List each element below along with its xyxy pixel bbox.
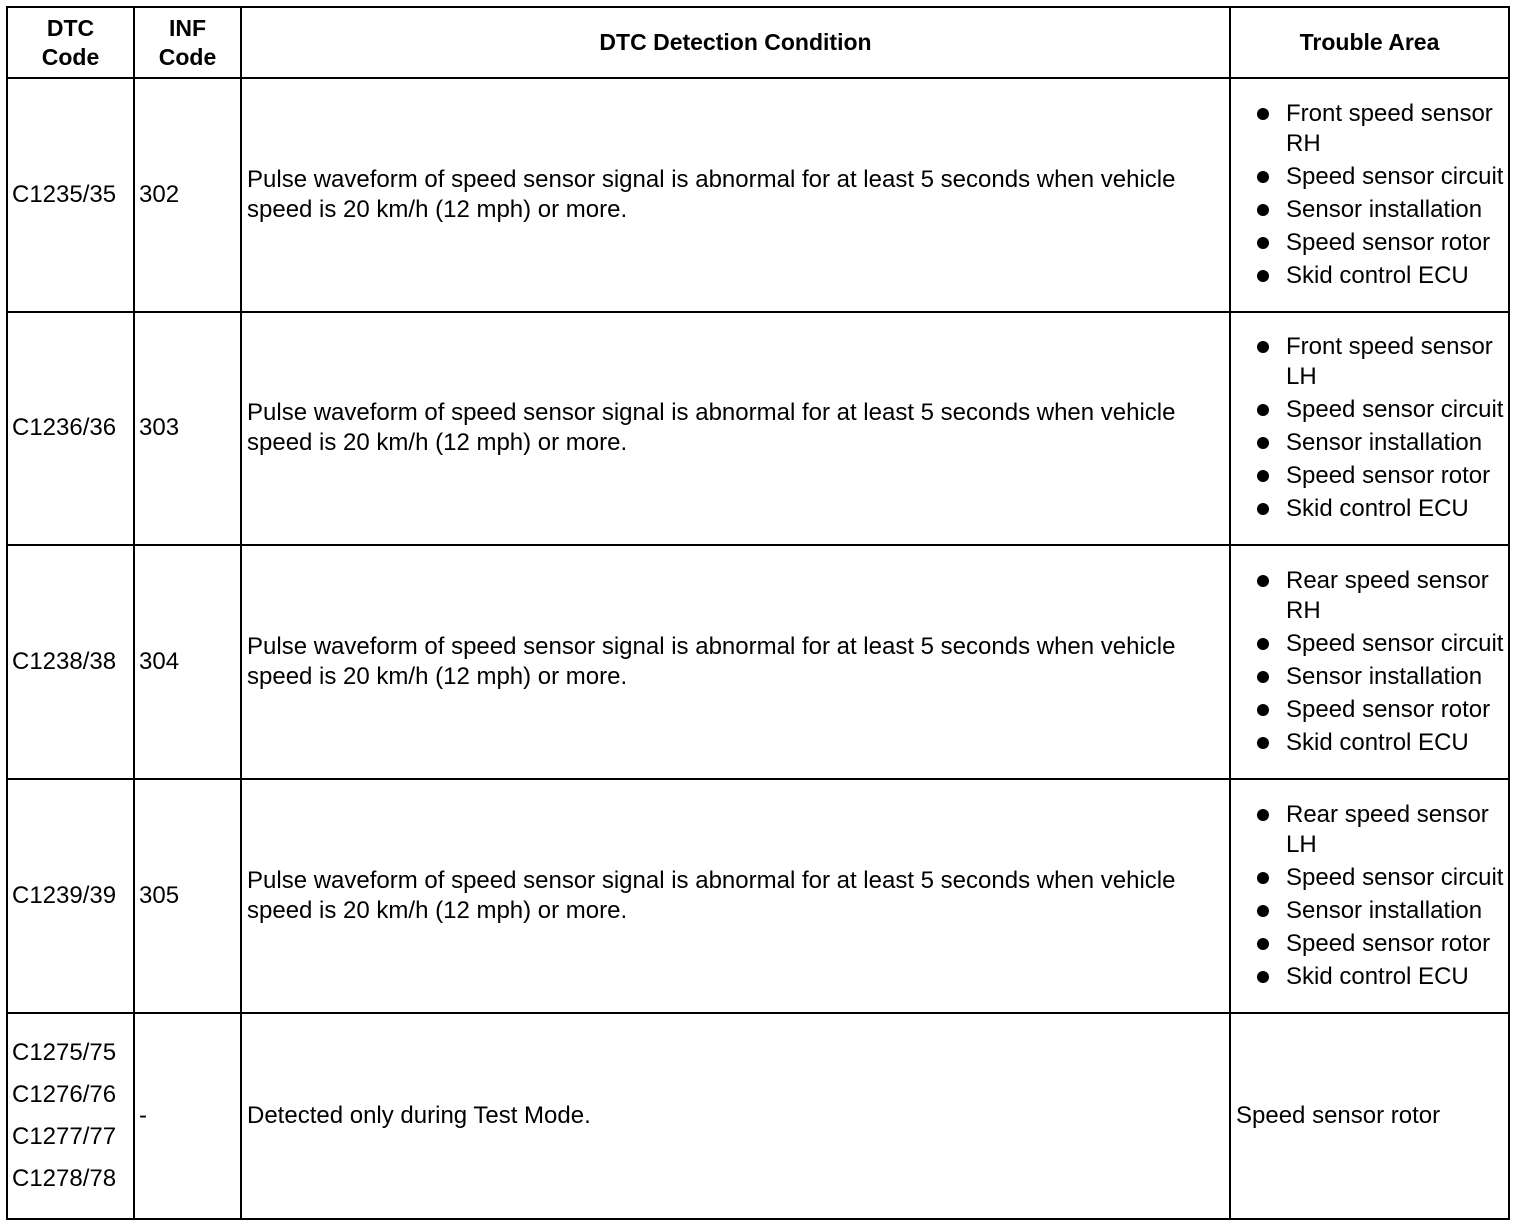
dtc-code: C1276/76: [12, 1080, 117, 1108]
list-item: Speed sensor circuit: [1251, 863, 1504, 893]
dtc-code: C1277/77: [12, 1122, 117, 1150]
dtc-code-cell: C1235/35: [7, 78, 134, 312]
header-dtc-code: DTC Code: [7, 7, 134, 78]
bullet-icon: [1257, 437, 1269, 449]
bullet-icon: [1257, 470, 1269, 482]
list-item: Speed sensor circuit: [1251, 629, 1504, 659]
list-item: Sensor installation: [1251, 662, 1504, 692]
dtc-code-cell: C1239/39: [7, 779, 134, 1013]
header-trouble-area: Trouble Area: [1230, 7, 1509, 78]
detection-condition-cell: Pulse waveform of speed sensor signal is abnormal for at least 5 seconds when vehicle speed is 20 km/h (12 mph) or more.: [241, 312, 1230, 546]
list-item: Speed sensor circuit: [1251, 395, 1504, 425]
inf-code-cell: 302: [134, 78, 241, 312]
bullet-icon: [1257, 237, 1269, 249]
bullet-icon: [1257, 872, 1269, 884]
list-item: Speed sensor rotor: [1251, 228, 1504, 258]
list-item: Speed sensor rotor: [1251, 461, 1504, 491]
dtc-code: C1278/78: [12, 1164, 117, 1192]
trouble-area-list: [1251, 566, 1504, 758]
bullet-icon: [1257, 503, 1269, 515]
bullet-icon: [1257, 938, 1269, 950]
bullet-icon: [1257, 671, 1269, 683]
list-item: Speed sensor circuit: [1251, 162, 1504, 192]
detection-condition-cell: Pulse waveform of speed sensor signal is abnormal for at least 5 seconds when vehicle speed is 20 km/h (12 mph) or more.: [241, 545, 1230, 779]
table-row: [7, 545, 1509, 779]
inf-code-cell: 304: [134, 545, 241, 779]
dtc-code: C1275/75: [12, 1038, 117, 1066]
list-item: Rear speed sensor LH: [1251, 800, 1504, 860]
inf-code-cell: -: [134, 1013, 241, 1219]
list-item: Sensor installation: [1251, 428, 1504, 458]
list-item: Speed sensor rotor: [1251, 695, 1504, 725]
list-item: Sensor installation: [1251, 896, 1504, 926]
trouble-area-cell: [1230, 78, 1509, 312]
bullet-icon: [1257, 404, 1269, 416]
detection-condition-cell: Pulse waveform of speed sensor signal is abnormal for at least 5 seconds when vehicle speed is 20 km/h (12 mph) or more.: [241, 779, 1230, 1013]
bullet-icon: [1257, 108, 1269, 120]
header-detection-condition: DTC Detection Condition: [241, 7, 1230, 78]
inf-code-cell: 305: [134, 779, 241, 1013]
list-item: Front speed sensor RH: [1251, 99, 1504, 159]
table-row-test-mode: [7, 1013, 1509, 1219]
list-item: Front speed sensor LH: [1251, 332, 1504, 392]
table-header-row: [7, 7, 1509, 78]
dtc-table: [6, 6, 1510, 1220]
list-item: Speed sensor rotor: [1251, 929, 1504, 959]
bullet-icon: [1257, 204, 1269, 216]
header-inf-code: INF Code: [134, 7, 241, 78]
list-item: Rear speed sensor RH: [1251, 566, 1504, 626]
bullet-icon: [1257, 171, 1269, 183]
table-row: [7, 78, 1509, 312]
bullet-icon: [1257, 704, 1269, 716]
trouble-area-list: [1251, 800, 1504, 992]
list-item: Skid control ECU: [1251, 494, 1504, 524]
list-item: Skid control ECU: [1251, 261, 1504, 291]
dtc-code-cell: C1238/38: [7, 545, 134, 779]
detection-condition-cell: Detected only during Test Mode.: [241, 1013, 1230, 1219]
bullet-icon: [1257, 905, 1269, 917]
trouble-area-list: [1251, 99, 1504, 291]
detection-condition-cell: Pulse waveform of speed sensor signal is abnormal for at least 5 seconds when vehicle speed is 20 km/h (12 mph) or more.: [241, 78, 1230, 312]
bullet-icon: [1257, 971, 1269, 983]
trouble-area-list: [1251, 332, 1504, 524]
bullet-icon: [1257, 270, 1269, 282]
bullet-icon: [1257, 575, 1269, 587]
bullet-icon: [1257, 638, 1269, 650]
trouble-area-cell: Speed sensor rotor: [1230, 1013, 1509, 1219]
table-row: [7, 779, 1509, 1013]
trouble-area-cell: [1230, 312, 1509, 546]
bullet-icon: [1257, 737, 1269, 749]
list-item: Sensor installation: [1251, 195, 1504, 225]
inf-code-cell: 303: [134, 312, 241, 546]
dtc-code-cell: C1236/36: [7, 312, 134, 546]
list-item: Skid control ECU: [1251, 728, 1504, 758]
table-row: [7, 312, 1509, 546]
trouble-area-cell: [1230, 779, 1509, 1013]
trouble-area-cell: [1230, 545, 1509, 779]
dtc-code-cell: [7, 1013, 134, 1219]
bullet-icon: [1257, 341, 1269, 353]
list-item: Skid control ECU: [1251, 962, 1504, 992]
bullet-icon: [1257, 809, 1269, 821]
